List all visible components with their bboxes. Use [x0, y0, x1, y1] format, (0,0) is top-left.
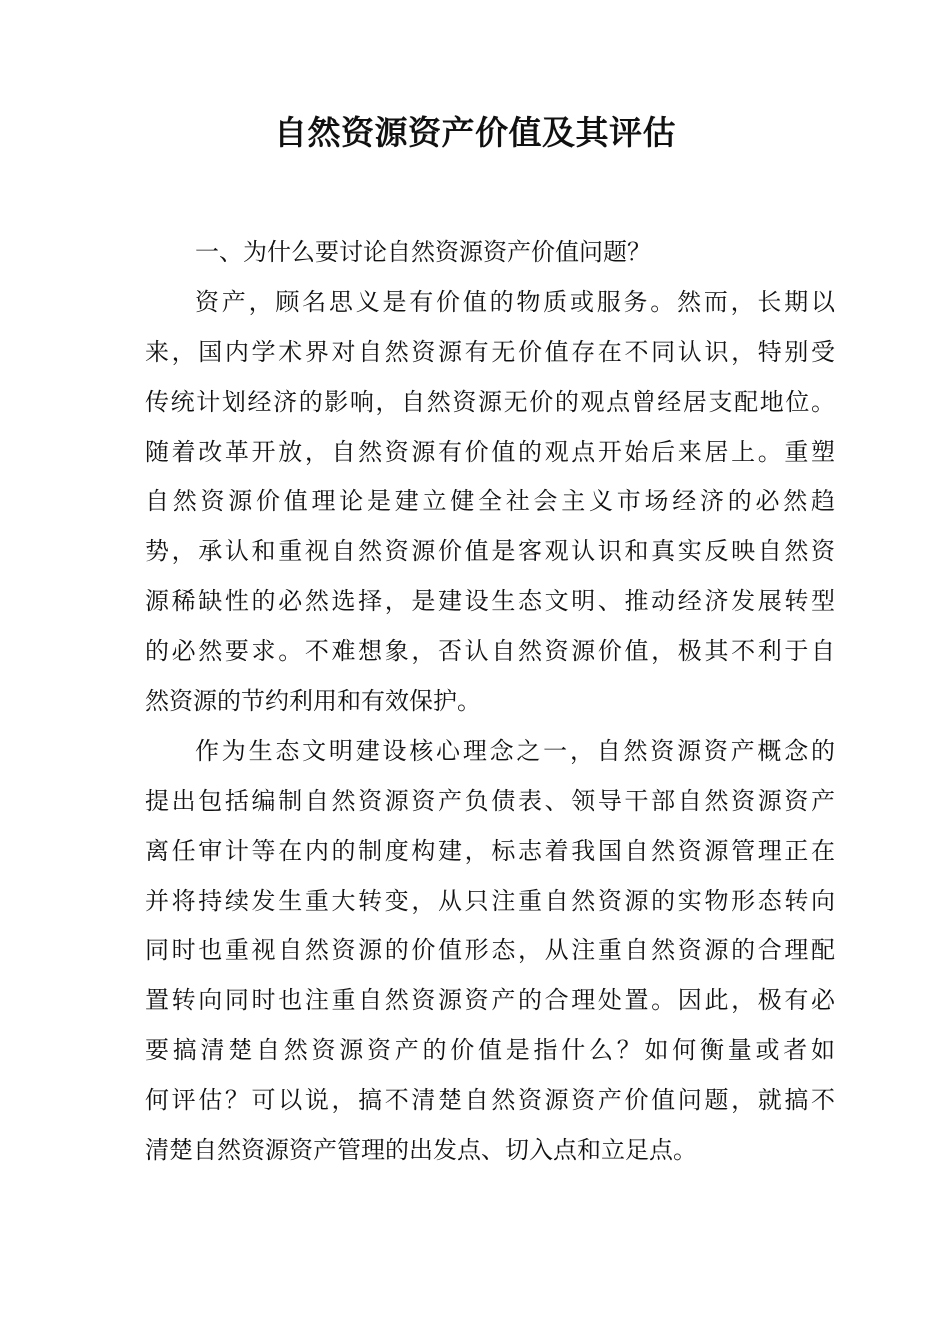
paragraph-line: 随着改革开放，自然资源有价值的观点开始后来居上。重塑 — [145, 437, 835, 466]
paragraph-line: 并将持续发生重大转变，从只注重自然资源的实物形态转向 — [145, 886, 835, 915]
paragraph-line: 置转向同时也注重自然资源资产的合理处置。因此，极有必 — [145, 986, 835, 1015]
paragraph-line: 然资源的节约利用和有效保护。 — [145, 687, 481, 716]
paragraph-2 — [145, 727, 835, 1176]
paragraph-line: 同时也重视自然资源的价值形态，从注重自然资源的合理配 — [145, 936, 835, 965]
section-heading: 一、为什么要讨论自然资源资产价值问题？ — [195, 238, 651, 266]
paragraph-line: 传统计划经济的影响，自然资源无价的观点曾经居支配地位。 — [145, 387, 835, 416]
paragraph-line: 来，国内学术界对自然资源有无价值存在不同认识，特别受 — [145, 337, 835, 366]
paragraph-line: 要搞清楚自然资源资产的价值是指什么？如何衡量或者如 — [145, 1036, 835, 1065]
paragraph-line: 离任审计等在内的制度构建，标志着我国自然资源管理正在 — [145, 836, 835, 865]
paragraph-line: 的必然要求。不难想象，否认自然资源价值，极其不利于自 — [145, 637, 835, 666]
paragraph-line: 资产，顾名思义是有价值的物质或服务。然而，长期以 — [195, 287, 835, 316]
paragraph-line: 提出包括编制自然资源资产负债表、领导干部自然资源资产 — [145, 786, 835, 815]
document-body — [145, 228, 835, 1176]
paragraph-line: 何评估？可以说，搞不清楚自然资源资产价值问题，就搞不 — [145, 1086, 835, 1115]
paragraph-line: 自然资源价值理论是建立健全社会主义市场经济的必然趋 — [145, 487, 835, 516]
document-title: 自然资源资产价值及其评估 — [274, 113, 676, 152]
paragraph-line: 清楚自然资源资产管理的出发点、切入点和立足点。 — [145, 1136, 697, 1165]
paragraph-line: 源稀缺性的必然选择，是建设生态文明、推动经济发展转型 — [145, 587, 835, 616]
paragraph-line: 势，承认和重视自然资源价值是客观认识和真实反映自然资 — [145, 537, 835, 566]
paragraph-1 — [145, 278, 835, 727]
paragraph-line: 作为生态文明建设核心理念之一，自然资源资产概念的 — [195, 736, 835, 765]
